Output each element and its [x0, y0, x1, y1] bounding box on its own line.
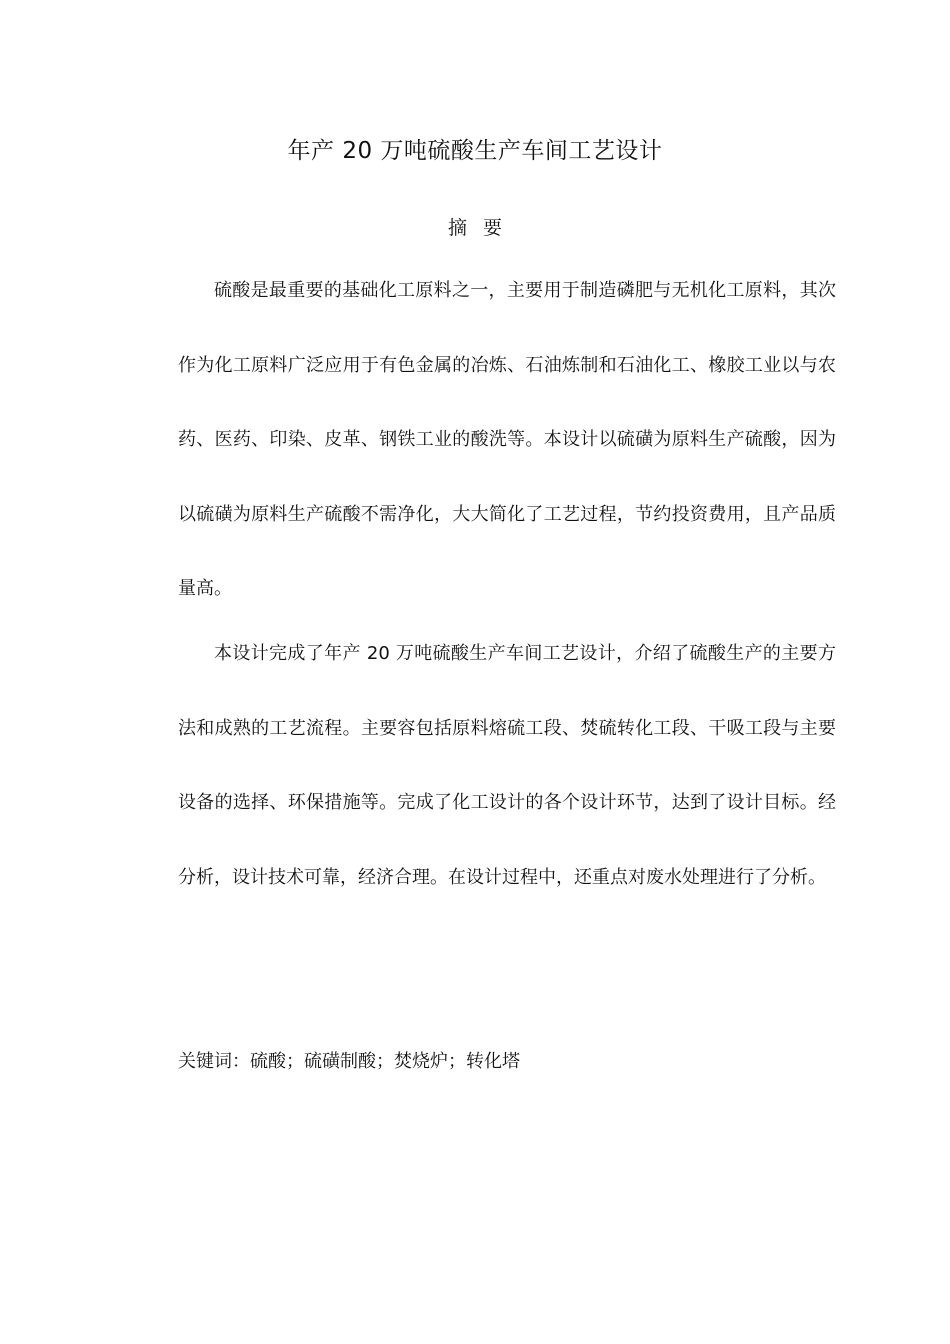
- abstract-paragraph-1: 硫酸是最重要的基础化工原料之一，主要用于制造磷肥与无机化工原料，其次作为化工原料广泛应用于有色金属的冶炼、石油炼制和石油化工、橡胶工业以与农药、医药、印染、皮革、钢铁工业的酸洗等。本设计以硫磺为原料生产硫酸，因为以硫磺为原料生产硫酸不需净化，大大简化了工艺过程，节约投资费用，且产品质量高。: [178, 280, 836, 599]
- abstract-heading-char-1: 摘: [447, 217, 467, 239]
- abstract-heading-char-2: 要: [483, 217, 503, 239]
- document-title: 年产 20 万吨硫酸生产车间工艺设计: [287, 138, 663, 164]
- abstract-paragraph-2: 本设计完成了年产 20 万吨硫酸生产车间工艺设计，介绍了硫酸生产的主要方法和成熟的工艺流程。主要容包括原料熔硫工段、焚硫转化工段、干吸工段与主要设备的选择、环保措施等。完成了化工设计的各个设计环节，达到了设计目标。经分析，设计技术可靠，经济合理。在设计过程中，还重点对废水处理进行了分析。: [178, 643, 836, 888]
- keywords-line: 关键词：硫酸；硫磺制酸；焚烧炉；转化塔: [178, 1051, 520, 1072]
- abstract-heading: [0, 215, 950, 241]
